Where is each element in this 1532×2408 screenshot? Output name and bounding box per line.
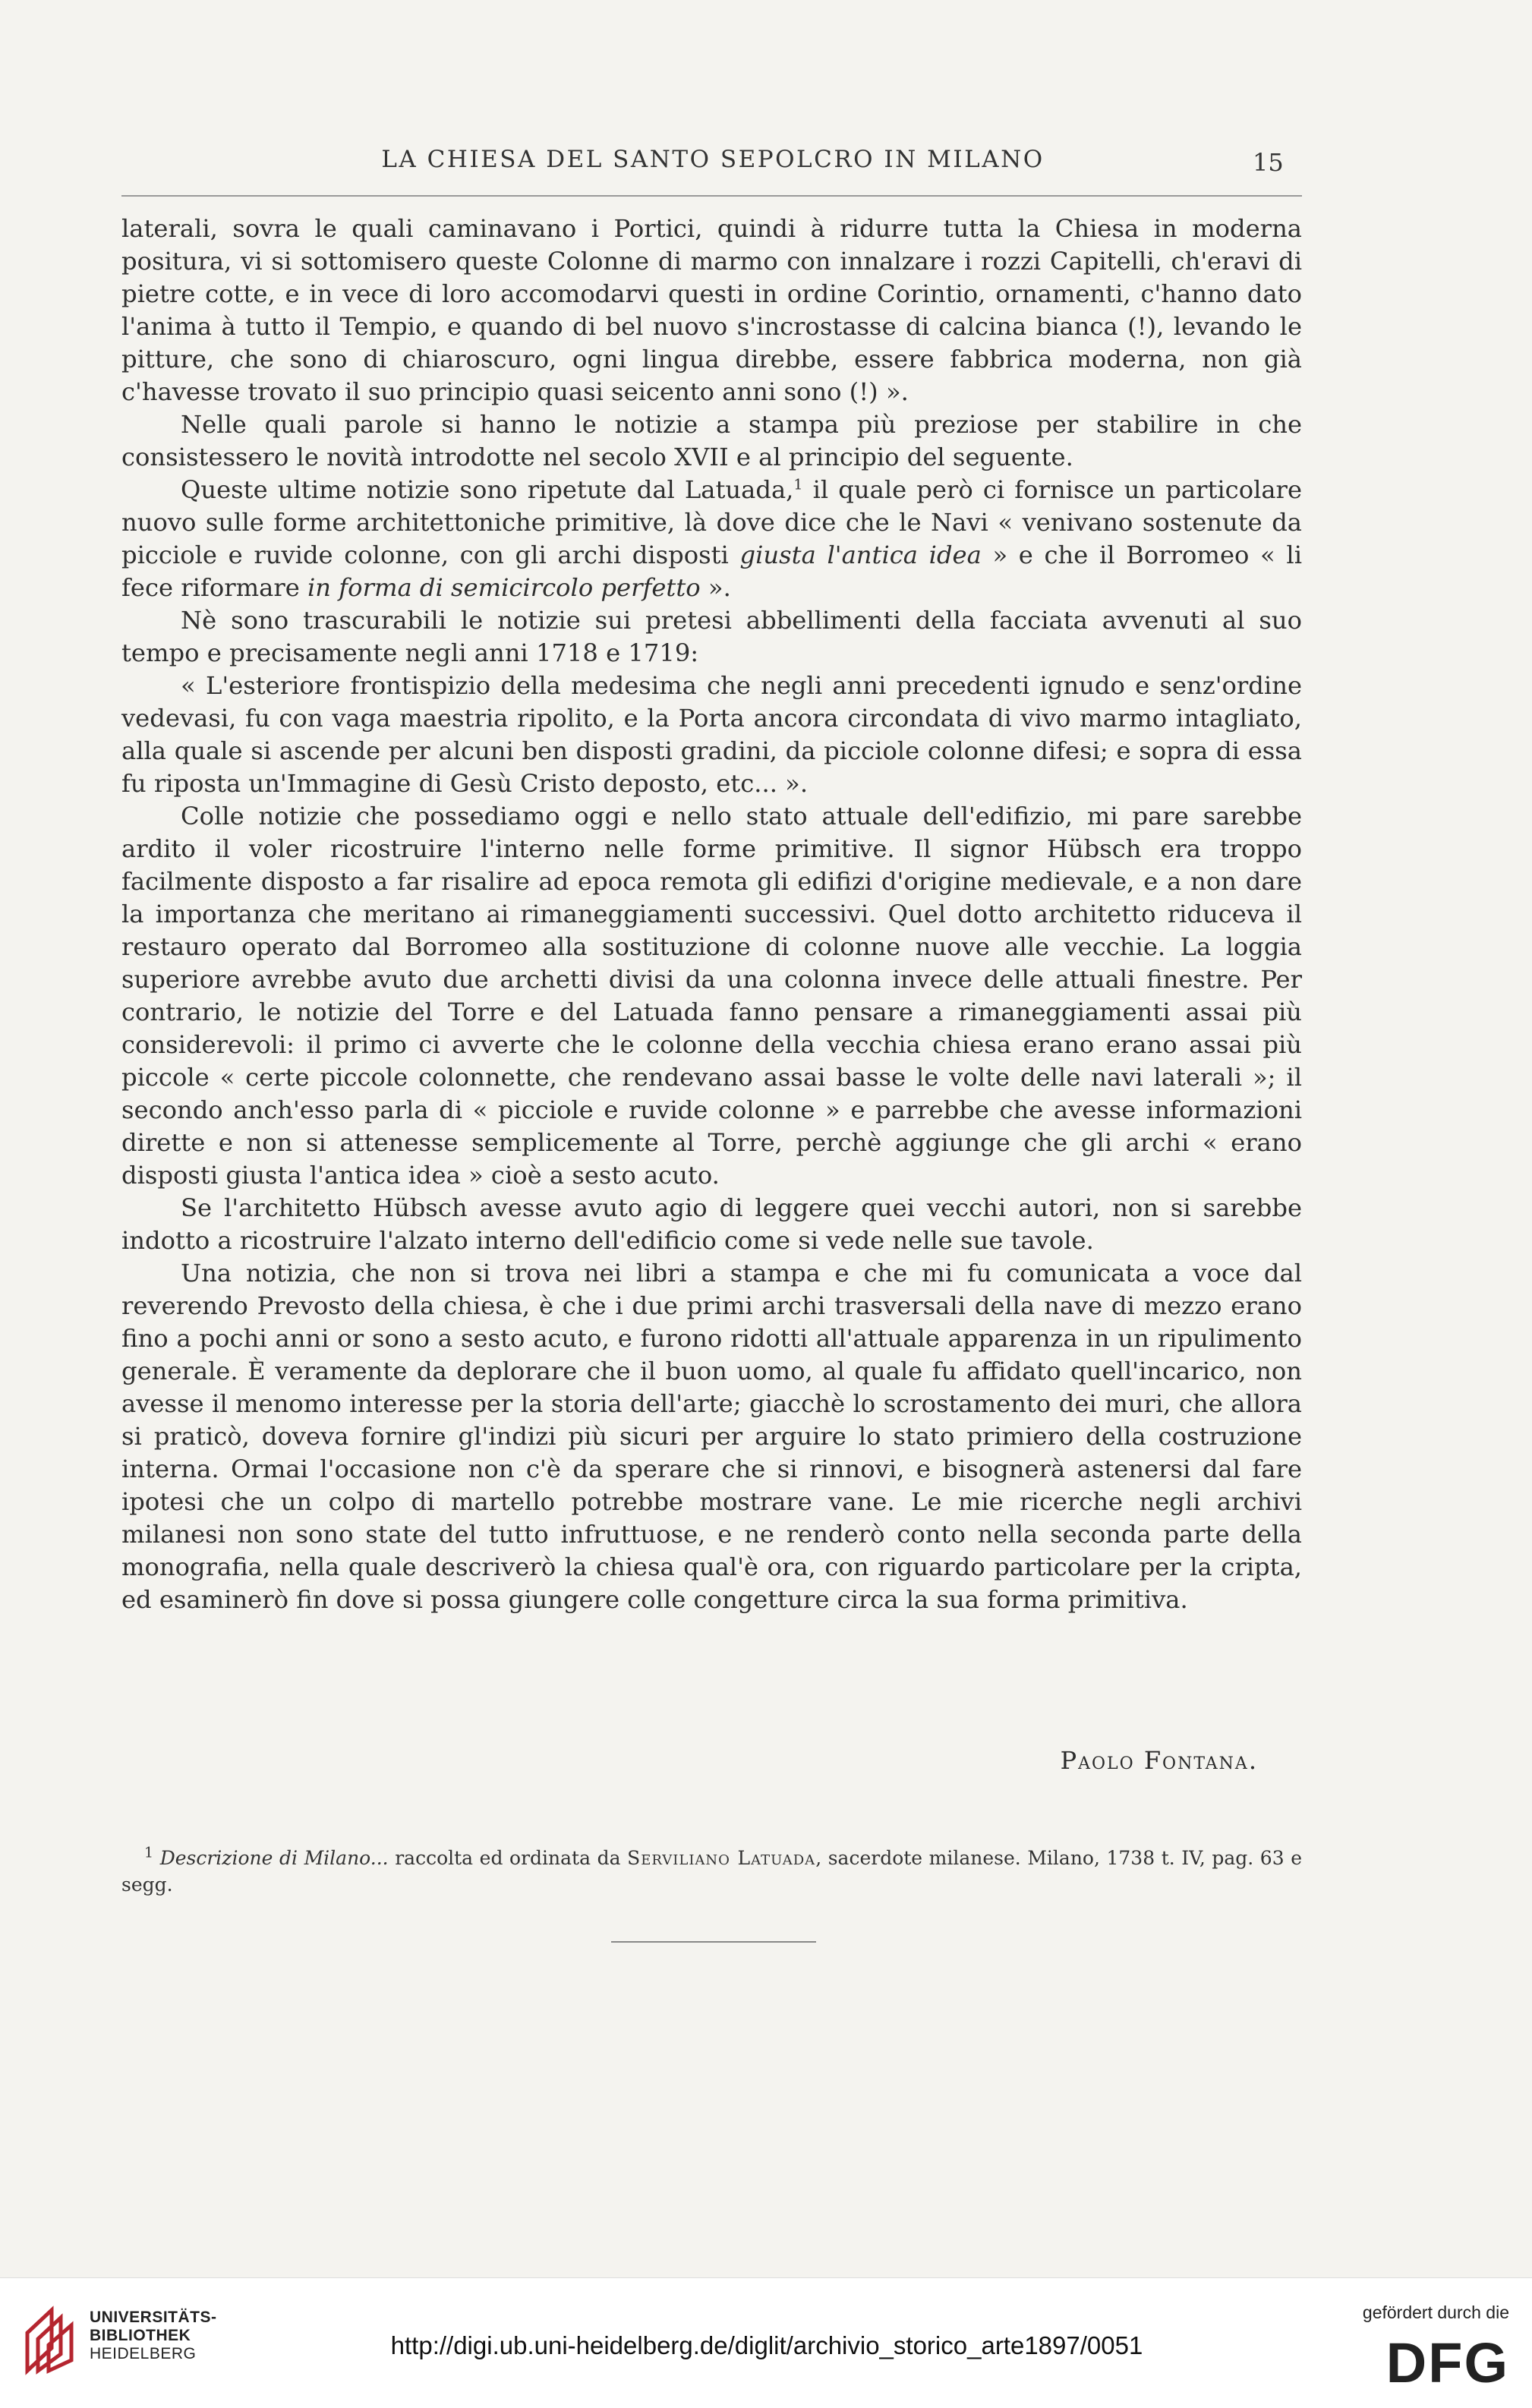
footer-bar [0, 2277, 1532, 2408]
footnote-text: , sacerdote milanese. Milano, 1738 t. IV, pag. 63 e segg. [121, 1847, 1302, 1896]
footnote-reference: 1 [793, 476, 803, 493]
text-run: il quale però ci fornisce un particolare nuovo sulle forme architettoniche primitive, là dove dice che le Navi « venivano sostenute da picciole e ruvide colonne, con gli archi disposti [121, 475, 1302, 569]
text-run: ». [700, 573, 731, 602]
paragraph: Nè sono trascurabili le notizie sui pretesi abbellimenti della facciata avvenuti al suo tempo e precisamente negli anni 1718 e 1719: [121, 606, 1302, 667]
library-logo-icon [21, 2302, 82, 2378]
page-number: 15 [1253, 148, 1284, 177]
italic-quote: giusta l'antica idea [739, 541, 982, 569]
running-title: LA CHIESA DEL SANTO SEPOLCRO IN MILANO [381, 146, 1045, 173]
footnote-author: Serviliano Latuada [627, 1847, 816, 1869]
footnote-marker: 1 [144, 1844, 154, 1861]
author-signature: Paolo Fontana. [1060, 1746, 1258, 1775]
paragraph: Una notizia, che non si trova nei libri a stampa e che mi fu comunicata a voce dal reverendo Prevosto della chiesa, è che i due primi archi trasversali della nave di mezzo erano fino a pochi anni or sono a sesto acuto, e furono ridotti all'attuale apparenza in un ripulimento generale. È veramente da deplorare che il buon uomo, al quale fu affidato quell'incarico, non avesse il menomo interesse per la storia dell'arte; giacchè lo scrostamento dei muri, che allora si praticò, doveva fornire gl'indizi più sicuri per arguire lo stato primiero della costruzione interna. Ormai l'occasione non c'è da sperare che si rinnovi, e bisognerà astenersi dal fare ipotesi che un colpo di martello potrebbe mostrare vane. Le mie ricerche negli archivi milanesi non sono state del tutto infruttuose, e ne renderò conto nella seconda parte della monografia, nella quale descriverò la chiesa qual'è ora, con riguardo particolare per la cripta, ed esaminerò fin dove si possa giungere colle congetture circa la sua forma primitiva. [121, 1259, 1302, 1614]
footnote-text: raccolta ed ordinata da [388, 1847, 628, 1869]
paragraph: laterali, sovra le quali caminavano i Portici, quindi à ridurre tutta la Chiesa in moderna positura, vi si sottomisero queste Colonne di marmo con innalzare i rozzi Capitelli, ch'eravi di pietre cotte, e in vece di loro accomodarvi questi in ordine Corintio, ornamenti, c'hanno dato l'anima à tutto il Tempio, e quando di bel nuovo s'incrostasse di calcina bianca (!), levando le pitture, che sono di chiaroscuro, ogni lingua direbbe, essere fabbrica moderna, non già c'havesse trovato il suo principio quasi seicento anni sono (!) ». [121, 214, 1302, 406]
footnote [121, 1845, 1302, 1898]
paragraph: Nelle quali parole si hanno le notizie a stampa più preziose per stabilire in che consistessero le novità introdotte nel secolo XVII e al principio del seguente. [121, 410, 1302, 471]
end-rule [611, 1941, 816, 1943]
block-quote: « L'esteriore frontispizio della medesima che negli anni precedenti ignudo e senz'ordine vedevasi, fu con vaga maestria ripolito, e la Porta ancora circondata di vivo marmo intagliato, alla quale si ascende per alcuni ben disposti gradini, da picciole colonne difesi; e sopra di essa fu riposta un'Immagine di Gesù Cristo deposto, etc... ». [121, 671, 1302, 798]
funded-by-label: gefördert durch die [1362, 2302, 1509, 2322]
paragraph [121, 474, 1302, 604]
library-name-line: BIBLIOTHEK [90, 2327, 191, 2344]
paragraph: Colle notizie che possediamo oggi e nello stato attuale dell'edifizio, mi pare sarebbe ardito il voler ricostruire l'interno nelle forme primitive. Il signor Hübsch era troppo facilmente disposto a far risalire ad epoca remota gli edifizi d'origine medievale, e a non dare la importanza che meritano ai rimaneggiamenti successivi. Quel dotto architetto riduceva il restauro operato dal Borromeo alla sostituzione di colonne nuove alle vecchie. La loggia superiore avrebbe avuto due archetti divisi da una colonna invece delle attuali finestre. Per contrario, le notizie del Torre e del Latuada fanno pensare a rimaneggiamenti assai più considerevoli: il primo ci avverte che le colonne della vecchia chiesa erano erano assai più piccole « certe piccole colonnette, che rendevano assai basse le volte delle navi laterali »; il secondo anch'esso parla di « picciole e ruvide colonne » e parrebbe che avesse informazioni dirette e non si attenesse semplicemente al Torre, perchè aggiunge che gli archi « erano disposti giusta l'antica idea » cioè a sesto acuto. [121, 802, 1302, 1190]
text-run: Queste ultime notizie sono ripetute dal Latuada, [181, 475, 794, 504]
paragraph: Se l'architetto Hübsch avesse avuto agio di leggere quei vecchi autori, non si sarebbe indotto a ricostruire l'alzato interno dell'edificio come si vede nelle sue tavole. [121, 1193, 1302, 1255]
dfg-logo: DFG [1385, 2331, 1509, 2394]
library-name-line: UNIVERSITÄTS- [90, 2309, 217, 2326]
text-run: » e che il Borromeo « li fece riformare [121, 541, 1302, 602]
library-name [90, 2309, 217, 2363]
italic-quote: in forma di semicircolo perfetto [307, 573, 701, 602]
permalink-url[interactable]: http://digi.ub.uni-heidelberg.de/diglit/archivio_storico_arte1897/0051 [390, 2331, 1143, 2359]
footnote-title: Descrizione di Milano... [159, 1847, 389, 1869]
library-name-line: HEIDELBERG [90, 2345, 197, 2362]
body-text [121, 213, 1302, 1616]
header-rule [121, 195, 1302, 197]
